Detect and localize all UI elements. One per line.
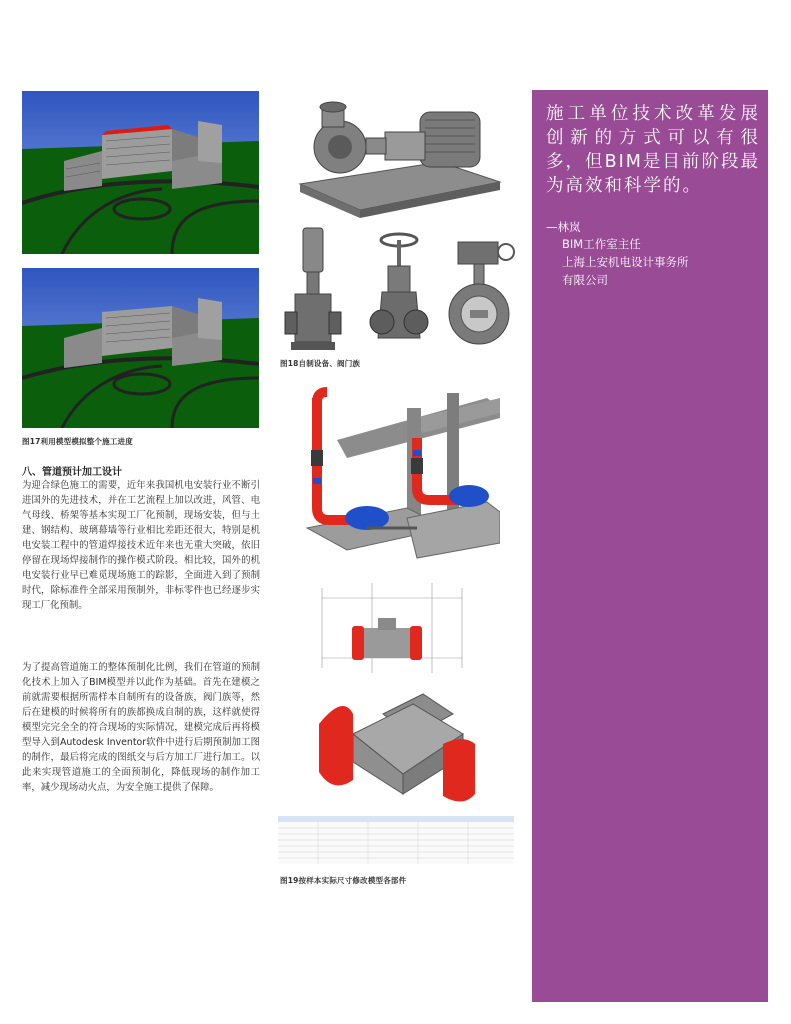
fig19-flange-drawing [312,578,474,678]
body-paragraph-1: 为迎合绿色施工的需要，近年来我国机电安装行业不断引进国外的先进技术，并在工艺流程上加以改进，风管、电气母线、桥架等基本实现工厂化预制，现场安装，但与土建、钢结构、玻璃幕墙等行业相比差距还很大，特别是机电安装工程中的管道焊接技术近年来也无重大突破，依旧停留在现场焊接制作的操作模式阶段。相比较，国外的机电安装行业早已难觅现场施工的踪影，全面进入到了预制时代，除标准件全部采用预制外，非标零件也已经逐步实现工厂化预制。 [22,480,260,611]
fig18-butterfly-valve [448,232,518,350]
fig17-caption: 图17利用模型模拟整个施工进度 [22,437,133,446]
author-role-line-1: BIM工作室主任 [562,237,641,251]
fig18-caption: 图18自制设备、阀门族 [280,359,361,368]
fig19-valve-3d-model [313,684,479,808]
fig18-pump-model [290,92,515,220]
fig17-render-top [22,91,259,254]
fig18-vertical-pump [283,226,345,354]
body-paragraph-2: 为了提高管道施工的整体预制化比例，我们在管道的预制化技术上加入了BIM模型并以此作为基础。首先在建模之前就需要根据所需样本自制所有的设备族，阀门族等，然后在建模的时候将所有的族都换成自制的族，这样就使得模型完完全全的符合现场的实际情况，建模完成后再将模型导入到Autodesk Inventor软件中进行后期预制加工图的制作，最后将完成的图纸交与后方加工厂进行加工。以此来实现管道施工的全面预制化，降低现场的制作加工率，减少现场动火点，为安全施工提供了保障。 [22,662,260,793]
fig19-piping-assembly [287,378,500,568]
section-title: 八、管道预计加工设计 [22,467,122,478]
fig19-caption: 图19按样本实际尺寸修改模型各部件 [280,876,407,885]
quote-author: —林岚 [546,220,581,234]
author-role-line-2: 上海上安机电设计事务所 [562,255,689,269]
fig19-spreadsheet [278,816,514,864]
author-role-line-3: 有限公司 [562,273,608,287]
fig17-render-bottom [22,268,259,428]
fig18-gate-valve [368,228,430,352]
pull-quote: 施工单位技术改革发展创新的方式可以有很多，但BIM是目前阶段最为高效和科学的。 [546,104,760,196]
